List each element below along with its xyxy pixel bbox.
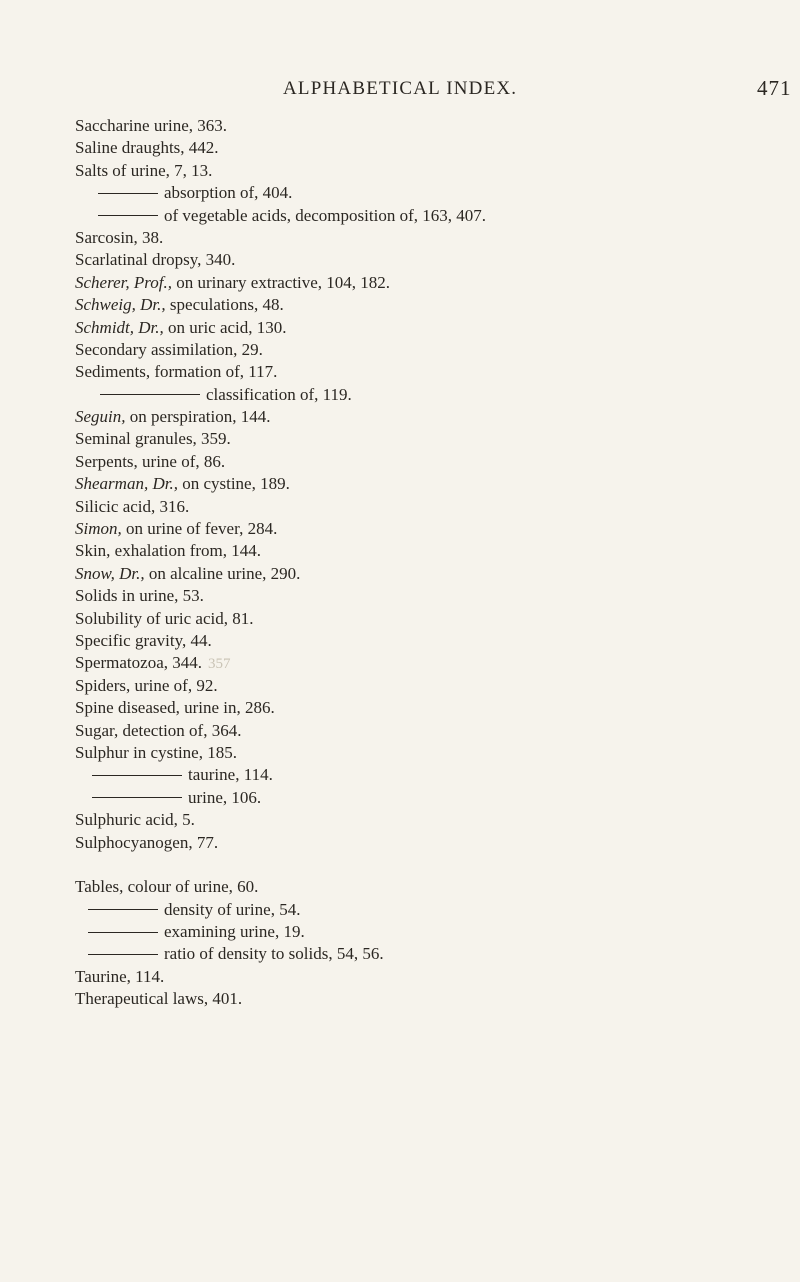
index-entry: Saccharine urine, 363. (75, 116, 227, 135)
index-entry: Schmidt, Dr., on uric acid, 130. (75, 317, 287, 337)
index-entry: Schweig, Dr., speculations, 48. (75, 295, 284, 315)
ditto-dash (88, 909, 158, 910)
index-entry: Solids in urine, 53. (75, 586, 204, 606)
author-name: Snow, Dr., (75, 563, 145, 583)
index-entry: Sarcosin, 38. (75, 227, 164, 247)
index-entry: Silicic acid, 316. (75, 496, 190, 516)
index-subentry: absorption of, 404. (75, 182, 795, 204)
index-subentry: taurine, 114. (75, 764, 795, 786)
page-number: 471 (757, 76, 792, 100)
index-entry: Scherer, Prof., on urinary extractive, 104, 182. (75, 272, 391, 292)
index-entry: Secondary assimilation, 29. (75, 339, 263, 359)
blank-line (75, 854, 795, 876)
ditto-dash (92, 775, 182, 776)
index-subentry: ratio of density to solids, 54, 56. (75, 943, 795, 965)
bleed-through-mark: 357 (208, 656, 231, 673)
index-entry: Seguin, on perspiration, 144. (75, 407, 271, 427)
page-header (0, 78, 800, 108)
index-entry: Spermatozoa, 344. 357 (75, 653, 231, 673)
author-name: Scherer, Prof., (75, 272, 172, 292)
index-entry: Sediments, formation of, 117. (75, 362, 278, 382)
index-entry: Spine diseased, urine in, 286. (75, 698, 275, 718)
index-entry: Saline draughts, 442. (75, 138, 219, 158)
index-entry: Seminal granules, 359. (75, 429, 231, 449)
index-entry: Tables, colour of urine, 60. (75, 877, 259, 897)
index-entry: Simon, on urine of fever, 284. (75, 519, 278, 539)
ditto-dash (98, 193, 158, 194)
index-subentry: examining urine, 19. (75, 921, 795, 943)
index-entry: Therapeutical laws, 401. (75, 989, 243, 1009)
index-entry: Scarlatinal dropsy, 340. (75, 250, 236, 270)
index-subentry: of vegetable acids, decomposition of, 163, 407. (75, 205, 795, 227)
author-name: Seguin, (75, 407, 126, 427)
author-name: Schweig, Dr., (75, 295, 166, 315)
ditto-dash (100, 394, 200, 395)
index-entry: Taurine, 114. (75, 966, 165, 986)
index-entry: Specific gravity, 44. (75, 630, 212, 650)
index-entry: Salts of urine, 7, 13. (75, 160, 213, 180)
author-name: Simon, (75, 519, 122, 539)
ditto-dash (98, 215, 158, 216)
ditto-dash (88, 932, 158, 933)
index-subentry: classification of, 119. (75, 384, 795, 406)
author-name: Shearman, Dr., (75, 474, 178, 494)
index-entry: Snow, Dr., on alcaline urine, 290. (75, 563, 301, 583)
index-entry: Serpents, urine of, 86. (75, 451, 226, 471)
index-subentry: urine, 106. (75, 787, 795, 809)
running-title: ALPHABETICAL INDEX. (283, 78, 518, 99)
index-entry: Sulphuric acid, 5. (75, 810, 195, 830)
index-entry: Sulphur in cystine, 185. (75, 742, 237, 762)
index-entry: Solubility of uric acid, 81. (75, 608, 254, 628)
index-entries (75, 115, 795, 1011)
index-entry: Skin, exhalation from, 144. (75, 541, 262, 561)
index-subentry: density of urine, 54. (75, 899, 795, 921)
index-entry: Shearman, Dr., on cystine, 189. (75, 474, 290, 494)
index-entry: Sulphocyanogen, 77. (75, 832, 219, 852)
index-entry: Sugar, detection of, 364. (75, 720, 242, 740)
ditto-dash (92, 797, 182, 798)
ditto-dash (88, 954, 158, 955)
author-name: Schmidt, Dr., (75, 317, 164, 337)
index-entry: Spiders, urine of, 92. (75, 675, 218, 695)
